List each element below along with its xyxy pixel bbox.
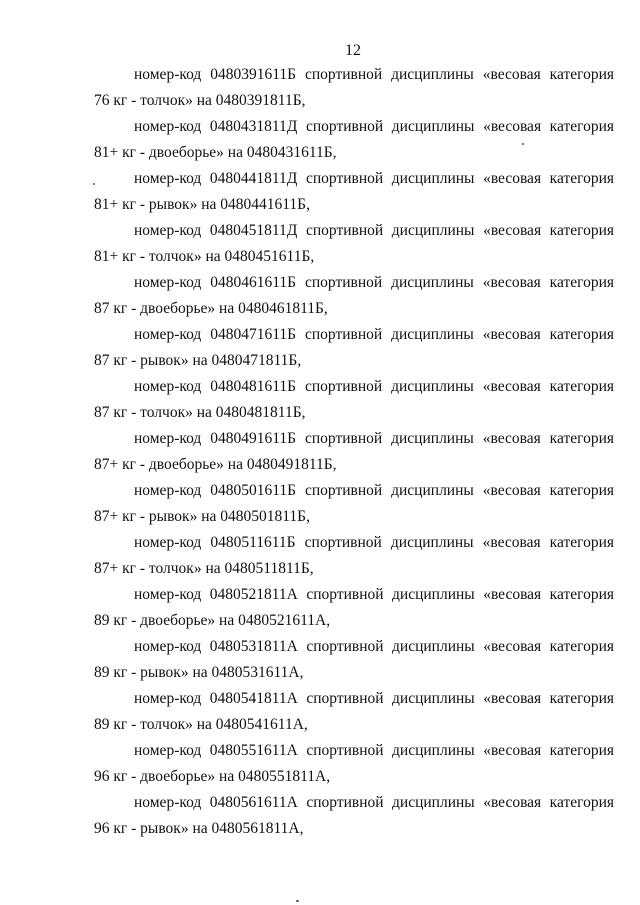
entry-line-2: 87 кг - двоеборье» на 0480461811Б, [94,300,328,317]
entry-line-1: номер-код 0480471611Б спортивной дисциплины «весовая категория [134,326,614,343]
entry-line-2: 87+ кг - рывок» на 0480501811Б, [94,508,310,525]
list-item [94,322,614,374]
entry-line-2: 87 кг - толчок» на 0480481811Б, [94,404,306,421]
list-item [94,790,614,842]
entry-line-1: номер-код 0480431811Д спортивной дисциплины «весовая категория [134,118,614,135]
entry-line-2: 87+ кг - двоеборье» на 0480491811Б, [94,456,337,473]
entry-line-1: номер-код 0480451811Д спортивной дисциплины «весовая категория [134,222,614,239]
list-item [94,686,614,738]
list-item [94,634,614,686]
entry-line-1: номер-код 0480511611Б спортивной дисциплины «весовая категория [134,534,614,551]
entry-line-2: 81+ кг - рывок» на 0480441611Б, [94,196,310,213]
list-item [94,530,614,582]
list-item [94,114,614,166]
entry-line-2: 81+ кг - толчок» на 0480451611Б, [94,248,315,265]
page-number: 12 [345,42,361,59]
entry-line-2: 76 кг - толчок» на 0480391811Б, [94,92,306,109]
list-item [94,582,614,634]
entries-list [94,62,614,842]
entry-line-2: 96 кг - рывок» на 0480561811А, [94,820,304,837]
entry-line-1: номер-код 0480531811А спортивной дисциплины «весовая категория [134,638,614,655]
entry-line-1: номер-код 0480551611А спортивной дисциплины «весовая категория [134,742,614,759]
list-item [94,478,614,530]
entry-line-1: номер-код 0480391611Б спортивной дисциплины «весовая категория [134,66,614,83]
list-item [94,270,614,322]
entry-line-1: номер-код 0480491611Б спортивной дисциплины «весовая категория [134,430,614,447]
entry-line-1: номер-код 0480561611А спортивной дисциплины «весовая категория [134,794,614,811]
entry-line-1: номер-код 0480481611Б спортивной дисциплины «весовая категория [134,378,614,395]
list-item [94,166,614,218]
list-item [94,426,614,478]
scan-speck [296,900,299,902]
entry-line-2: 87+ кг - толчок» на 0480511811Б, [94,560,314,577]
list-item [94,218,614,270]
list-item [94,62,614,114]
entry-line-2: 89 кг - рывок» на 0480531611А, [94,664,304,681]
entry-line-1: номер-код 0480501611Б спортивной дисциплины «весовая категория [134,482,614,499]
entry-line-2: 96 кг - двоеборье» на 0480551811А, [94,768,331,785]
scan-speck [93,183,95,185]
entry-line-2: 87 кг - рывок» на 0480471811Б, [94,352,302,369]
entry-line-2: 89 кг - двоеборье» на 0480521611А, [94,612,331,629]
entry-line-1: номер-код 0480461611Б спортивной дисциплины «весовая категория [134,274,614,291]
entry-line-2: 81+ кг - двоеборье» на 0480431611Б, [94,144,337,161]
entry-line-1: номер-код 0480441811Д спортивной дисциплины «весовая категория [134,170,614,187]
list-item [94,374,614,426]
entry-line-1: номер-код 0480521811А спортивной дисциплины «весовая категория [134,586,614,603]
entry-line-1: номер-код 0480541811А спортивной дисциплины «весовая категория [134,690,614,707]
entry-line-2: 89 кг - толчок» на 0480541611А, [94,716,308,733]
scan-speck [522,143,524,145]
list-item [94,738,614,790]
